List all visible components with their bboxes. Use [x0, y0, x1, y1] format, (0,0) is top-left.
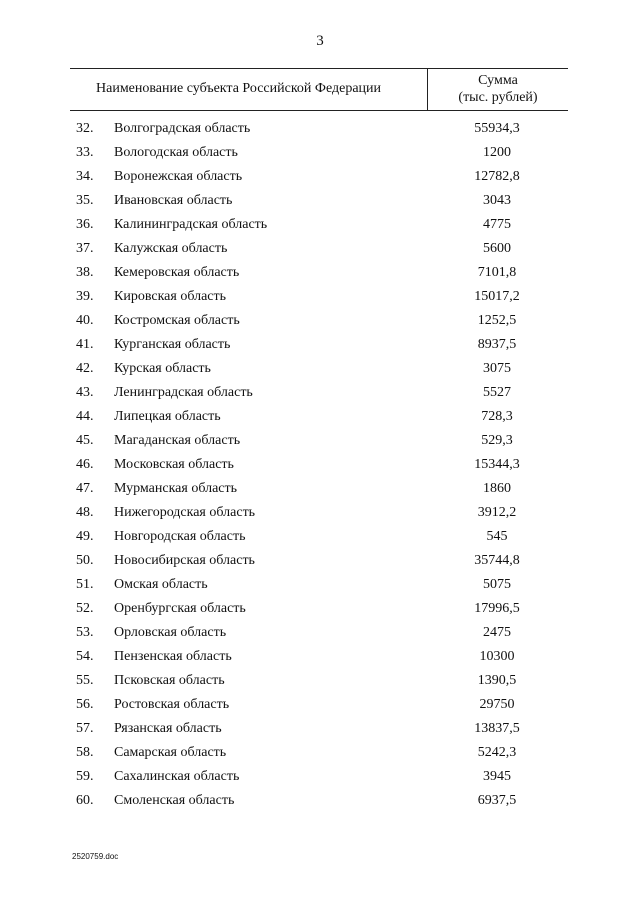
row-subject-name: Орловская область [114, 625, 227, 640]
row-sum-value: 728,3 [481, 409, 513, 424]
row-sum-value: 12782,8 [474, 169, 520, 184]
table-row [70, 141, 568, 165]
row-sum-value: 15344,3 [474, 457, 520, 472]
table-row [70, 501, 568, 525]
page-number: 3 [316, 33, 324, 49]
table-row [70, 309, 568, 333]
row-subject-name: Московская область [114, 457, 234, 472]
row-number: 45. [76, 433, 94, 448]
row-subject-name: Самарская область [114, 745, 227, 760]
table-row [70, 261, 568, 285]
row-sum-value: 3075 [483, 361, 511, 376]
subsidy-table [70, 68, 568, 808]
row-sum-value: 1200 [483, 145, 511, 160]
table-row [70, 573, 568, 597]
table-row [70, 117, 568, 141]
row-number: 34. [76, 169, 94, 184]
table-row [70, 789, 568, 813]
table-row [70, 693, 568, 717]
row-subject-name: Оренбургская область [114, 601, 246, 616]
row-subject-name: Ленинградская область [114, 385, 253, 400]
row-subject-name: Нижегородская область [114, 505, 256, 520]
footer-filename: 2520759.doc [72, 852, 119, 861]
row-subject-name: Рязанская область [114, 721, 222, 736]
table-row [70, 669, 568, 693]
row-subject-name: Ростовская область [114, 697, 230, 712]
header-sum-line2: (тыс. рублей) [458, 90, 538, 105]
row-sum-value: 529,3 [481, 433, 513, 448]
row-number: 56. [76, 697, 94, 712]
row-number: 58. [76, 745, 94, 760]
row-sum-value: 1252,5 [477, 313, 517, 328]
table-row [70, 237, 568, 261]
row-subject-name: Волгоградская область [114, 121, 251, 136]
header-subject-name: Наименование субъекта Российской Федерации [96, 81, 382, 96]
row-subject-name: Новосибирская область [114, 553, 255, 568]
row-sum-value: 17996,5 [474, 601, 520, 616]
row-subject-name: Воронежская область [114, 169, 243, 184]
row-subject-name: Смоленская область [114, 793, 235, 808]
table-row [70, 621, 568, 645]
row-subject-name: Магаданская область [114, 433, 241, 448]
table-row [70, 765, 568, 789]
table-row [70, 717, 568, 741]
row-number: 40. [76, 313, 94, 328]
row-number: 35. [76, 193, 94, 208]
row-sum-value: 6937,5 [477, 793, 517, 808]
row-subject-name: Новгородская область [114, 529, 246, 544]
header-sum [428, 72, 568, 106]
row-subject-name: Липецкая область [114, 409, 221, 424]
table-row [70, 333, 568, 357]
row-sum-value: 5600 [483, 241, 511, 256]
row-subject-name: Мурманская область [114, 481, 238, 496]
row-number: 42. [76, 361, 94, 376]
table-row [70, 165, 568, 189]
row-subject-name: Псковская область [114, 673, 225, 688]
row-number: 59. [76, 769, 94, 784]
row-number: 47. [76, 481, 94, 496]
table-row [70, 381, 568, 405]
row-sum-value: 15017,2 [474, 289, 520, 304]
table-row [70, 357, 568, 381]
row-number: 54. [76, 649, 94, 664]
row-subject-name: Калининградская область [114, 217, 268, 232]
row-number: 53. [76, 625, 94, 640]
row-sum-value: 3043 [483, 193, 511, 208]
row-subject-name: Курганская область [114, 337, 231, 352]
row-number: 55. [76, 673, 94, 688]
row-number: 38. [76, 265, 94, 280]
row-number: 60. [76, 793, 94, 808]
row-sum-value: 13837,5 [474, 721, 520, 736]
row-number: 41. [76, 337, 94, 352]
table-header [70, 68, 568, 111]
table-row [70, 285, 568, 309]
row-number: 46. [76, 457, 94, 472]
table-row [70, 213, 568, 237]
row-sum-value: 8937,5 [477, 337, 517, 352]
row-subject-name: Калужская область [114, 241, 228, 256]
row-number: 36. [76, 217, 94, 232]
row-subject-name: Кемеровская область [114, 265, 240, 280]
row-sum-value: 55934,3 [474, 121, 520, 136]
row-sum-value: 29750 [479, 697, 515, 712]
row-subject-name: Пензенская область [114, 649, 232, 664]
table-row [70, 525, 568, 549]
row-number: 39. [76, 289, 94, 304]
table-row [70, 477, 568, 501]
row-subject-name: Омская область [114, 577, 208, 592]
row-number: 43. [76, 385, 94, 400]
row-sum-value: 2475 [483, 625, 511, 640]
table-row [70, 189, 568, 213]
row-sum-value: 4775 [483, 217, 511, 232]
header-sum-line1: Сумма [478, 73, 518, 88]
row-sum-value: 5075 [483, 577, 511, 592]
table-body [70, 117, 568, 813]
table-row [70, 597, 568, 621]
table-row [70, 741, 568, 765]
row-number: 57. [76, 721, 94, 736]
row-sum-value: 3912,2 [477, 505, 517, 520]
row-sum-value: 5242,3 [477, 745, 517, 760]
row-number: 32. [76, 121, 94, 136]
row-sum-value: 7101,8 [477, 265, 517, 280]
table-row [70, 405, 568, 429]
row-sum-value: 1390,5 [477, 673, 517, 688]
row-subject-name: Костромская область [114, 313, 240, 328]
row-subject-name: Сахалинская область [114, 769, 240, 784]
row-number: 50. [76, 553, 94, 568]
row-number: 48. [76, 505, 94, 520]
row-subject-name: Курская область [114, 361, 211, 376]
row-sum-value: 545 [486, 529, 508, 544]
row-sum-value: 35744,8 [474, 553, 520, 568]
row-sum-value: 1860 [483, 481, 511, 496]
row-subject-name: Вологодская область [114, 145, 238, 160]
row-number: 52. [76, 601, 94, 616]
row-number: 33. [76, 145, 94, 160]
row-number: 37. [76, 241, 94, 256]
row-sum-value: 3945 [483, 769, 511, 784]
row-number: 51. [76, 577, 94, 592]
table-row [70, 453, 568, 477]
row-number: 49. [76, 529, 94, 544]
table-row [70, 645, 568, 669]
row-sum-value: 5527 [483, 385, 511, 400]
row-subject-name: Ивановская область [114, 193, 233, 208]
table-row [70, 429, 568, 453]
table-row [70, 549, 568, 573]
row-number: 44. [76, 409, 94, 424]
row-sum-value: 10300 [479, 649, 515, 664]
row-subject-name: Кировская область [114, 289, 227, 304]
